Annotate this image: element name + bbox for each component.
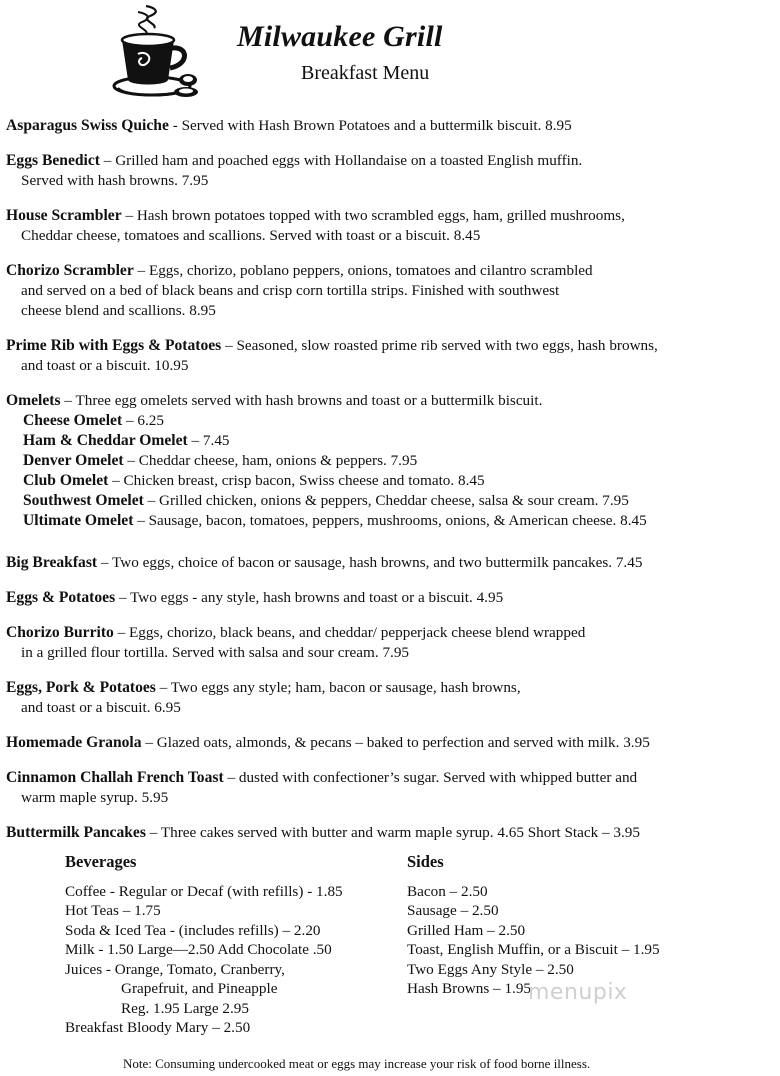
menu-item [6, 116, 776, 136]
omelet-details: – Chicken breast, crisp bacon, Swiss cheese and tomato. 8.45 [108, 472, 485, 489]
menu-item-name: House Scrambler [6, 207, 122, 224]
menu-item-separator: – [221, 337, 237, 354]
menu-item-name: Buttermilk Pancakes [6, 824, 146, 841]
omelets-description: Three egg omelets served with hash browns and toast or a buttermilk biscuit. [75, 392, 543, 409]
menu-item-separator: - [168, 117, 182, 134]
omelet-item [6, 511, 776, 531]
side-line: Toast, English Muffin, or a Biscuit – 1.95 [407, 941, 660, 958]
menu-item-description: Eggs, chorizo, black beans, and cheddar/ pepperjack cheese blend wrapped [129, 624, 586, 641]
menu-item-description-line: in a grilled flour tortilla. Served with salsa and sour cream. 7.95 [21, 644, 410, 661]
menu-item [6, 206, 776, 246]
menu-item-description-line: Cheddar cheese, tomatoes and scallions. Served with toast or a biscuit. 8.45 [21, 227, 481, 244]
menu-item-name: Prime Rib with Eggs & Potatoes [6, 337, 222, 354]
menu-item-description: Eggs, chorizo, poblano peppers, onions, tomatoes and cilantro scrambled [148, 262, 593, 279]
side-line: Bacon – 2.50 [407, 882, 488, 900]
menu-item-description: dusted with confectioner’s sugar. Served with whipped butter and [238, 769, 638, 786]
beverage-line: Breakfast Bloody Mary – 2.50 [65, 1019, 251, 1036]
breakfast-menu [6, 116, 776, 858]
menu-item-separator: – [100, 152, 116, 169]
menu-item-name: Cinnamon Challah French Toast [6, 769, 224, 786]
menu-item-description: Glazed oats, almonds, & pecans – baked to perfection and served with milk. 3.95 [156, 734, 650, 751]
omelet-name: Club Omelet [23, 472, 109, 489]
menu-item [6, 768, 776, 808]
menu-item-separator: – [115, 589, 131, 606]
menu-item-name: Homemade Granola [6, 734, 142, 751]
omelet-name: Cheese Omelet [23, 412, 123, 429]
menu-item-separator: – [121, 207, 137, 224]
menu-item-description-line: and served on a bed of black beans and crisp corn tortilla strips. Finished with southwest [21, 282, 560, 299]
menu-item-description: Hash brown potatoes topped with two scrambled eggs, ham, grilled mushrooms, [136, 207, 625, 224]
omelet-name: Ham & Cheddar Omelet [23, 432, 188, 449]
menu-item [6, 678, 776, 718]
beverage-line: Soda & Iced Tea - (includes refills) – 2.20 [65, 921, 321, 939]
food-safety-note: Note: Consuming undercooked meat or eggs may increase your risk of food borne illness. [123, 1056, 591, 1071]
menu-item-description-line: and toast or a biscuit. 6.95 [21, 699, 181, 716]
menu-item-first-line [6, 623, 776, 643]
menu-item-separator: – [141, 734, 157, 751]
menu-item-first-line [6, 823, 776, 843]
menu-item [6, 733, 776, 753]
omelet-details: – Cheddar cheese, ham, onions & peppers. 7.95 [123, 452, 418, 469]
menu-item-first-line [6, 553, 776, 573]
menu-item [6, 588, 776, 608]
menu-item-first-line [6, 151, 776, 171]
menu-item [6, 623, 776, 663]
menu-item-description-line: and toast or a biscuit. 10.95 [21, 357, 189, 374]
menu-item-separator: – [145, 824, 161, 841]
menu-item-first-line [6, 116, 776, 136]
menu-item-description: Two eggs - any style, hash browns and toast or a biscuit. 4.95 [130, 589, 504, 606]
omelet-name: Ultimate Omelet [23, 512, 134, 529]
menu-item [6, 553, 776, 573]
menu-item-first-line [6, 678, 776, 698]
omelet-details: – Grilled chicken, onions & peppers, Cheddar cheese, salsa & sour cream. 7.95 [143, 492, 629, 509]
menu-item-first-line [6, 261, 776, 281]
beverage-line: Juices - Orange, Tomato, Cranberry, [65, 960, 285, 978]
omelet-name: Denver Omelet [23, 452, 124, 469]
beverages-section [65, 852, 343, 1038]
menu-items-group-2 [6, 553, 776, 843]
omelet-item [6, 471, 776, 491]
omelet-item [6, 451, 776, 471]
menu-item-name: Eggs Benedict [6, 152, 100, 169]
omelet-item [6, 411, 776, 431]
menu-item-name: Big Breakfast [6, 554, 98, 571]
omelets-section [6, 391, 776, 531]
menu-item [6, 261, 776, 321]
omelet-details: – 7.45 [187, 432, 230, 449]
menu-item-first-line [6, 768, 776, 788]
omelet-details: – 6.25 [122, 412, 164, 429]
menu-item-description: Three cakes served with butter and warm maple syrup. 4.65 Short Stack – 3.95 [160, 824, 640, 841]
restaurant-title: Milwaukee Grill [237, 20, 443, 53]
menu-item-description-line: Served with hash browns. 7.95 [21, 172, 209, 189]
omelet-details: – Sausage, bacon, tomatoes, peppers, mushrooms, onions, & American cheese. 8.45 [133, 512, 647, 529]
menu-item-separator: – [155, 679, 171, 696]
omelet-name: Southwest Omelet [23, 492, 144, 509]
menu-item-description: Served with Hash Brown Potatoes and a buttermilk biscuit. 8.95 [181, 117, 572, 134]
side-line: Grilled Ham – 2.50 [407, 921, 526, 939]
omelets-separator: – [60, 392, 76, 409]
beverage-line: Hot Teas – 1.75 [65, 902, 161, 919]
sides-section [407, 852, 660, 999]
beverages-list [65, 882, 343, 1038]
menu-item-description-line: cheese blend and scallions. 8.95 [21, 302, 216, 319]
menu-item-first-line [6, 206, 776, 226]
menu-item [6, 336, 776, 376]
omelets-intro [6, 391, 776, 411]
menu-item-description: Grilled ham and poached eggs with Hollandaise on a toasted English muffin. [115, 152, 583, 169]
omelets-name: Omelets [6, 392, 61, 409]
menu-item-name: Chorizo Scrambler [6, 262, 134, 279]
beverage-line: Grapefruit, and Pineapple [121, 980, 278, 997]
beverage-line: Milk - 1.50 Large—2.50 Add Chocolate .50 [65, 941, 332, 958]
side-line: Two Eggs Any Style – 2.50 [407, 960, 574, 978]
coffee-cup-icon [108, 2, 204, 102]
menu-item-description: Two eggs, choice of bacon or sausage, hash browns, and two buttermilk pancakes. 7.45 [112, 554, 643, 571]
menu-item-first-line [6, 733, 776, 753]
menu-item-name: Chorizo Burrito [6, 624, 114, 641]
watermark: menupix [528, 980, 628, 1005]
menu-item [6, 823, 776, 843]
menu-item-description-line: warm maple syrup. 5.95 [21, 789, 169, 806]
menu-item-name: Asparagus Swiss Quiche [6, 117, 169, 134]
beverage-line: Coffee - Regular or Decaf (with refills) - 1.85 [65, 882, 343, 900]
menu-item-separator: – [133, 262, 149, 279]
menu-item-separator: – [97, 554, 113, 571]
menu-item [6, 151, 776, 191]
menu-items-group-1 [6, 116, 776, 376]
menu-item-name: Eggs, Pork & Potatoes [6, 679, 156, 696]
sides-heading: Sides [407, 852, 444, 871]
menu-item-first-line [6, 588, 776, 608]
menu-item-description: Two eggs any style; ham, bacon or sausage, hash browns, [170, 679, 521, 696]
menu-item-separator: – [223, 769, 239, 786]
menu-subtitle: Breakfast Menu [301, 62, 430, 84]
omelet-item [6, 431, 776, 451]
menu-item-separator: – [113, 624, 130, 641]
beverage-line: Reg. 1.95 Large 2.95 [121, 999, 249, 1017]
omelet-item [6, 491, 776, 511]
menu-item-first-line [6, 336, 776, 356]
menu-item-description: Seasoned, slow roasted prime rib served with two eggs, hash browns, [236, 337, 658, 354]
menu-item-name: Eggs & Potatoes [6, 589, 116, 606]
beverages-heading: Beverages [65, 852, 137, 871]
side-line: Sausage – 2.50 [407, 902, 499, 919]
side-line: Hash Browns – 1.95 [407, 980, 532, 997]
